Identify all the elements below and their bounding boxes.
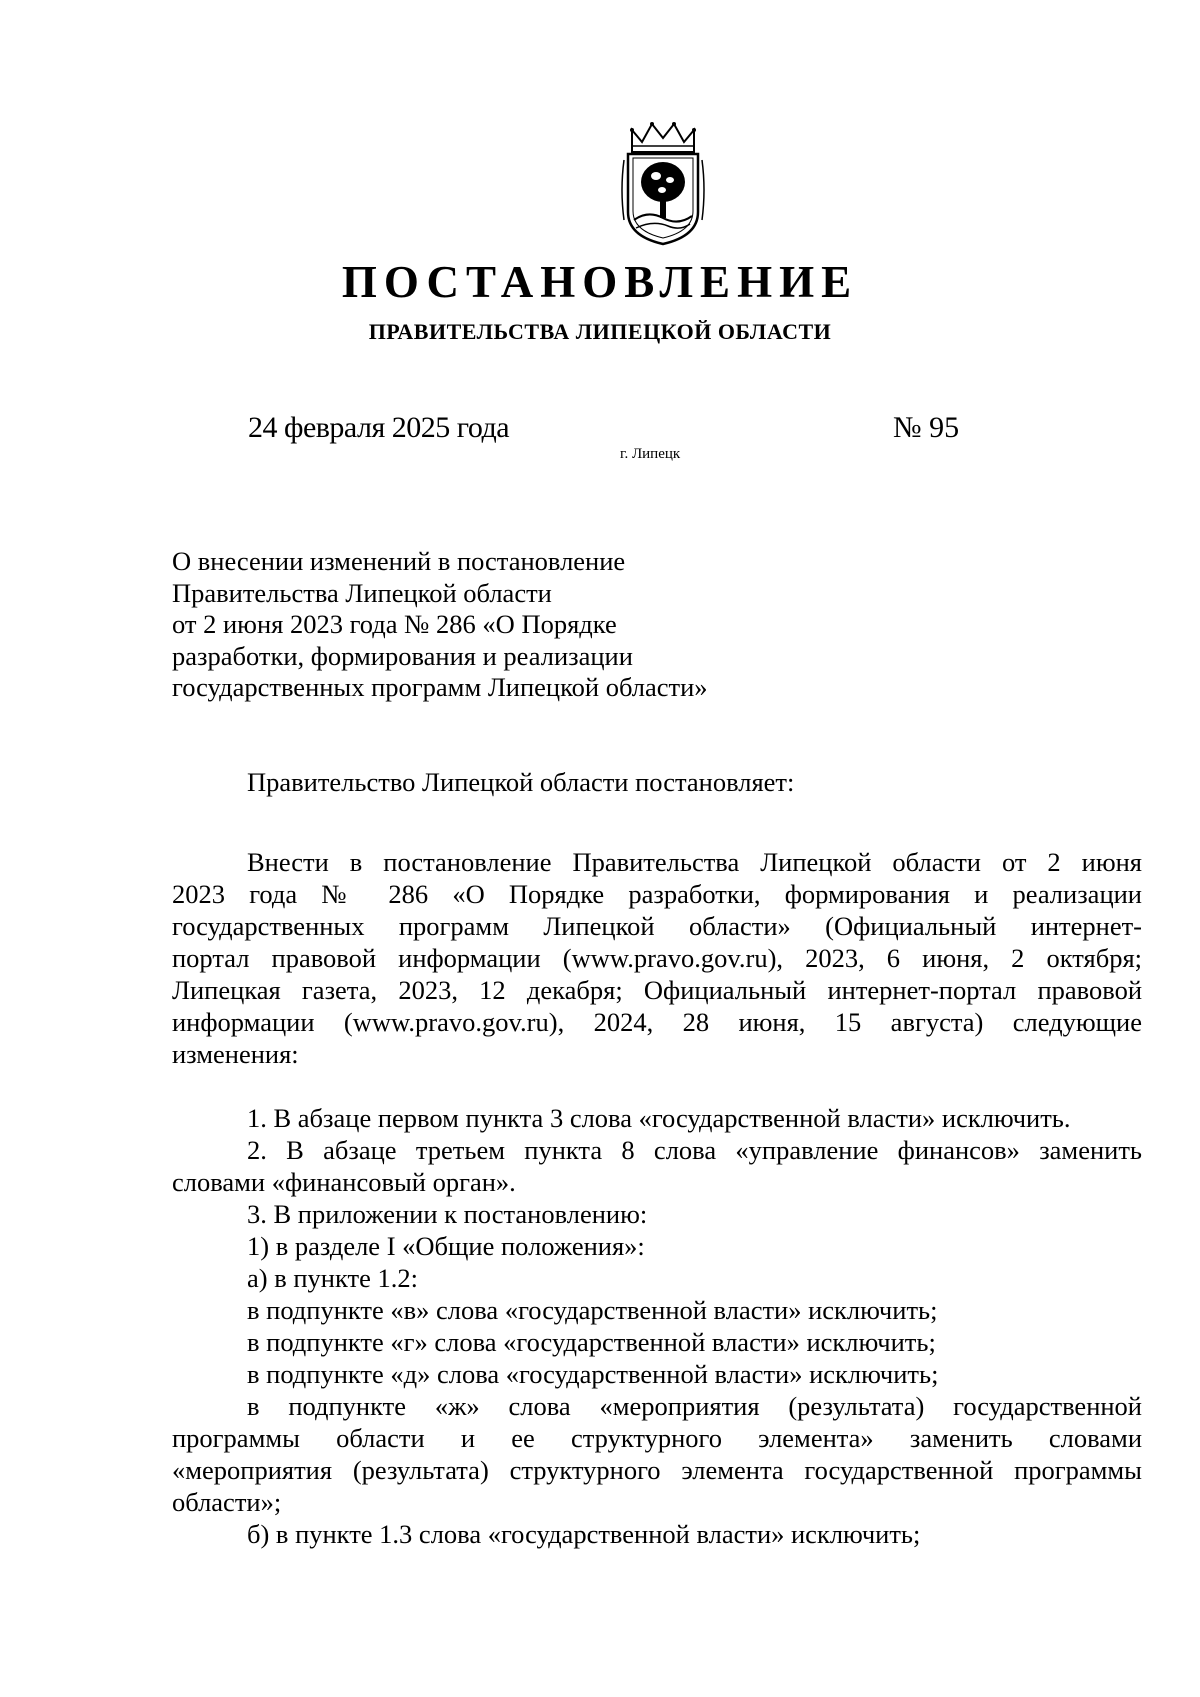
document-subject [172, 546, 872, 704]
list-item: области»; [172, 1487, 282, 1517]
subject-line: от 2 июня 2023 года № 286 «О Порядке [172, 609, 617, 639]
document-city: г. Липецк [620, 446, 681, 462]
document-title: ПОСТАНОВЛЕНИЕ [341, 257, 859, 307]
list-item: словами «финансовый орган». [172, 1167, 516, 1197]
subject-line: государственных программ Липецкой области» [172, 672, 708, 702]
list-item: 1. В абзаце первом пункта 3 слова «государственной власти» исключить. [247, 1103, 1071, 1133]
subject-line: разработки, формирования и реализации [172, 640, 633, 671]
paragraph-line: изменения: [172, 1039, 299, 1069]
list-item: 1) в разделе I «Общие положения»: [247, 1231, 645, 1261]
list-item: «мероприятия (результата) структурного элемента государственной программы [172, 1455, 1142, 1485]
list-item: б) в пункте 1.3 слова «государственной власти» исключить; [247, 1519, 921, 1549]
list-item: в подпункте «д» слова «государственной власти» исключить; [247, 1359, 939, 1389]
paragraph-line: портал правовой информации (www.pravo.gov.ru), 2023, 6 июня, 2 октября; [172, 943, 1142, 973]
subject-line: Правительства Липецкой области [172, 577, 552, 608]
issuing-authority: ПРАВИТЕЛЬСТВА ЛИПЕЦКОЙ ОБЛАСТИ [368, 319, 832, 344]
document-date: 24 февраля 2025 года [248, 411, 510, 444]
coat-of-arms-icon [618, 120, 708, 250]
paragraph-line: 2023 года № 286 «О Порядке разработки, формирования и реализации [172, 879, 1142, 909]
preamble: Правительство Липецкой области постановляет: [247, 767, 795, 797]
paragraph-line: информации (www.pravo.gov.ru), 2024, 28 июня, 15 августа) следующие [172, 1007, 1142, 1037]
subject-line: О внесении изменений в постановление [172, 546, 626, 576]
list-item: а) в пункте 1.2: [247, 1263, 418, 1293]
document-number: № 95 [893, 411, 960, 444]
paragraph-line: Внести в постановление Правительства Липецкой области от 2 июня [247, 847, 1142, 877]
list-item: 3. В приложении к постановлению: [247, 1199, 648, 1229]
list-item: программы области и ее структурного элемента» заменить словами [172, 1423, 1142, 1453]
list-item: в подпункте «г» слова «государственной власти» исключить; [247, 1327, 936, 1357]
list-item: 2. В абзаце третьем пункта 8 слова «управление финансов» заменить [247, 1135, 1142, 1165]
list-item: в подпункте «в» слова «государственной власти» исключить; [247, 1295, 938, 1325]
list-item: в подпункте «ж» слова «мероприятия (результата) государственной [247, 1391, 1142, 1421]
paragraph-line: государственных программ Липецкой области» (Официальный интернет- [172, 911, 1142, 941]
paragraph-line: Липецкая газета, 2023, 12 декабря; Официальный интернет-портал правовой [172, 975, 1142, 1005]
